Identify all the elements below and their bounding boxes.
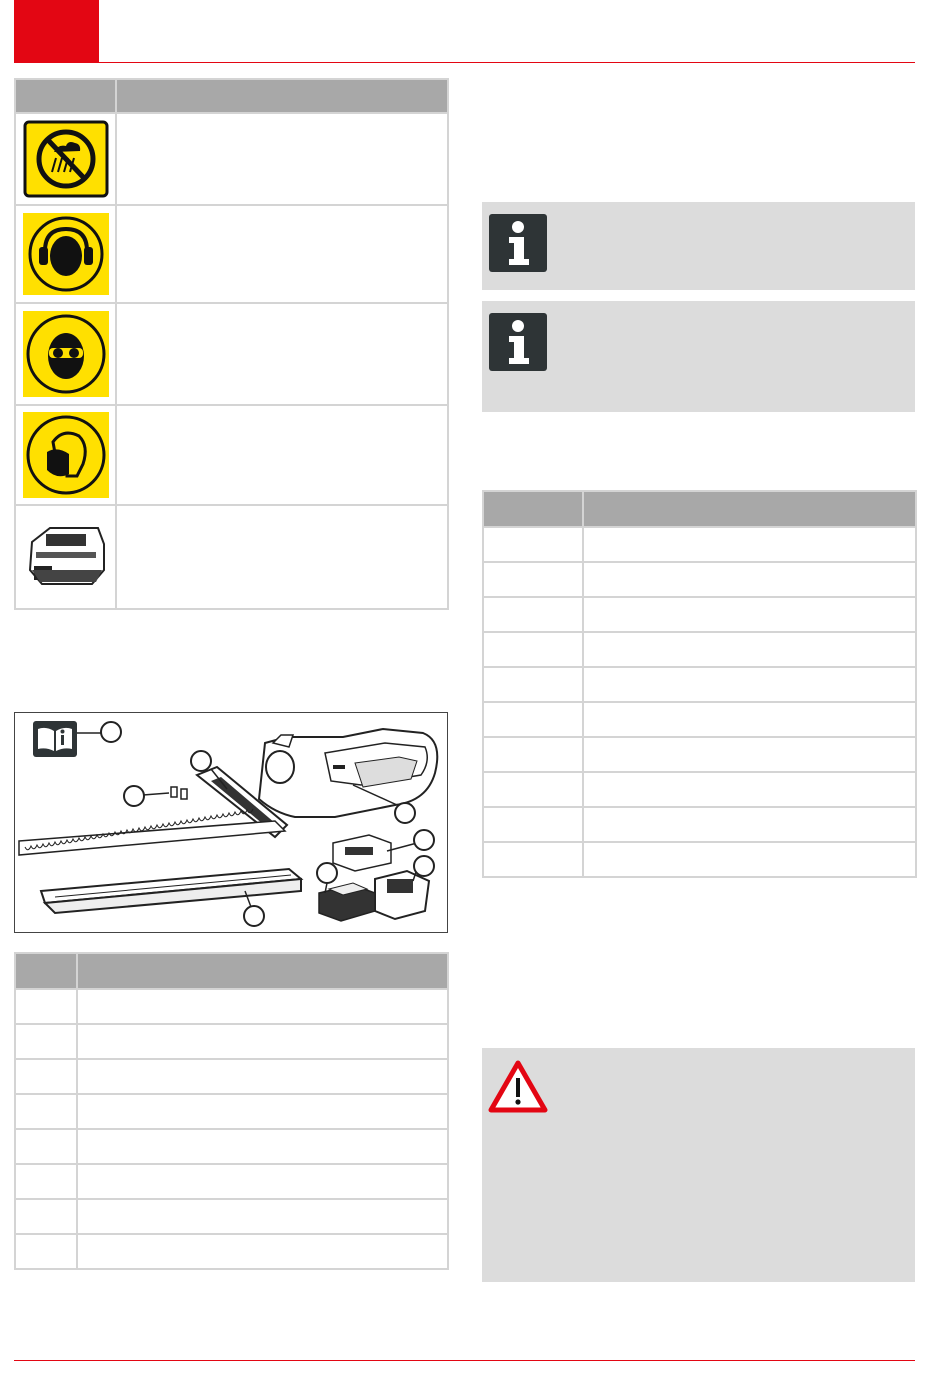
footer-rule: [14, 1360, 915, 1361]
info-icon: [489, 313, 547, 371]
table-row: [15, 1094, 448, 1129]
table-row: [483, 597, 916, 632]
table-row: [483, 702, 916, 737]
table-row: [15, 989, 448, 1024]
table-row: [15, 1024, 448, 1059]
table-row: [483, 772, 916, 807]
no-rain-icon: [23, 120, 109, 198]
header-rule: [14, 62, 915, 63]
callout: [395, 803, 415, 823]
table-row: [15, 1199, 448, 1234]
header-accent-block: [14, 0, 99, 62]
table-row: [483, 737, 916, 772]
callout: [317, 863, 337, 883]
table-row: [483, 562, 916, 597]
product-figure: [14, 712, 448, 933]
specs-table-header: [483, 491, 916, 527]
table-row: [15, 1234, 448, 1269]
warning-box: [482, 1048, 915, 1282]
battery-pack-icon: [22, 522, 110, 592]
table-row: [483, 527, 916, 562]
hedge-trimmer-illustration: [15, 713, 447, 932]
symbols-table-header: [15, 79, 448, 113]
table-row: [15, 405, 448, 505]
table-row: [15, 205, 448, 303]
table-row: [15, 1129, 448, 1164]
table-row: [483, 667, 916, 702]
callout: [414, 830, 434, 850]
table-row: [483, 842, 916, 877]
info-icon: [489, 214, 547, 272]
table-row: [483, 632, 916, 667]
parts-table-header: [15, 953, 448, 989]
parts-table: [14, 952, 449, 1270]
read-manual-icon: [33, 721, 77, 757]
ear-protection-icon: [23, 213, 109, 295]
table-row: [483, 807, 916, 842]
warning-triangle-icon: [488, 1060, 548, 1114]
face-mask-icon: [23, 412, 109, 498]
specs-table: [482, 490, 917, 878]
eye-protection-icon: [23, 311, 109, 397]
info-box: [482, 202, 915, 290]
table-row: [15, 113, 448, 205]
symbols-table: [14, 78, 449, 610]
callout: [414, 856, 434, 876]
table-row: [15, 1164, 448, 1199]
callout: [244, 906, 264, 926]
callout: [124, 786, 144, 806]
table-row: [15, 1059, 448, 1094]
callout: [191, 751, 211, 771]
table-row: [15, 303, 448, 405]
info-box: [482, 301, 915, 412]
table-row: [15, 505, 448, 609]
